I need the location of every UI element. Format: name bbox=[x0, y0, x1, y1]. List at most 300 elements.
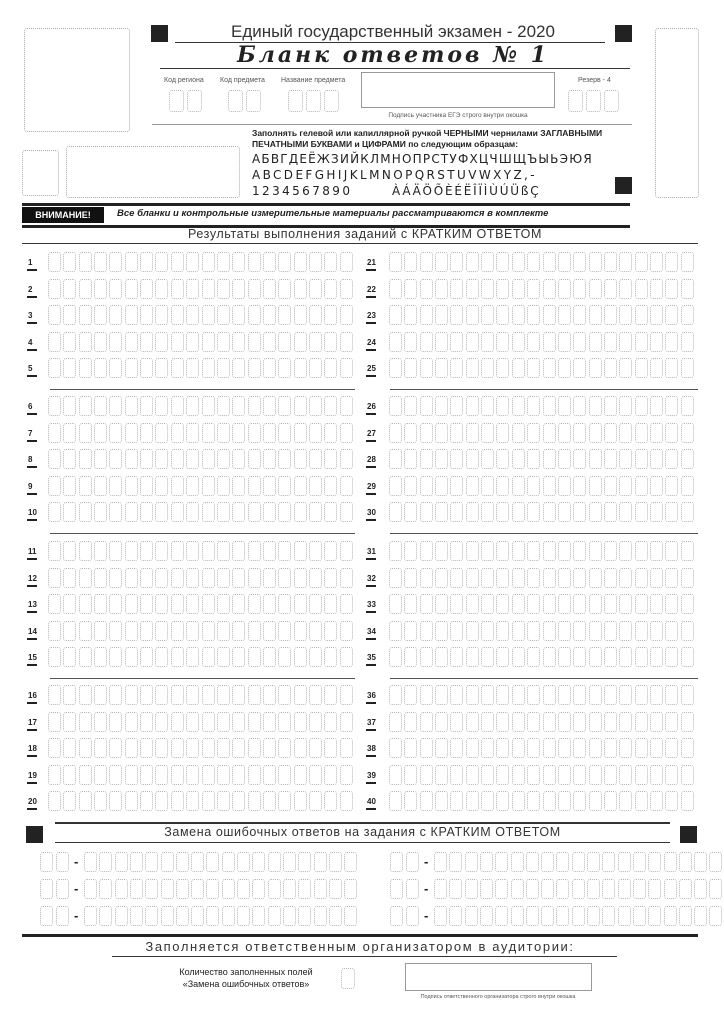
answer-cell[interactable] bbox=[155, 396, 168, 416]
answer-cell[interactable] bbox=[171, 502, 184, 522]
replacement-answer-cell[interactable] bbox=[237, 906, 250, 926]
answer-cell[interactable] bbox=[665, 449, 678, 469]
answer-cell[interactable] bbox=[248, 358, 261, 378]
replacement-answer-cell[interactable] bbox=[618, 852, 631, 872]
answer-cell[interactable] bbox=[573, 449, 586, 469]
answer-cell[interactable] bbox=[186, 423, 199, 443]
answer-cell[interactable] bbox=[340, 541, 353, 561]
answer-cell[interactable] bbox=[324, 358, 337, 378]
answer-cell[interactable] bbox=[404, 476, 417, 496]
answer-cell[interactable] bbox=[109, 738, 122, 758]
answer-cell[interactable] bbox=[681, 621, 694, 641]
answer-cell[interactable] bbox=[278, 791, 291, 811]
answer-cell[interactable] bbox=[79, 279, 92, 299]
answer-cell[interactable] bbox=[309, 449, 322, 469]
answer-cell[interactable] bbox=[558, 685, 571, 705]
replacement-answer-cell[interactable] bbox=[344, 852, 357, 872]
answer-cell[interactable] bbox=[635, 279, 648, 299]
answer-cell[interactable] bbox=[450, 476, 463, 496]
answer-cell[interactable] bbox=[294, 358, 307, 378]
answer-cell[interactable] bbox=[309, 568, 322, 588]
answer-cell[interactable] bbox=[309, 791, 322, 811]
answer-cell[interactable] bbox=[404, 358, 417, 378]
answer-cell[interactable] bbox=[263, 332, 276, 352]
answer-cell[interactable] bbox=[125, 449, 138, 469]
answer-cell[interactable] bbox=[324, 502, 337, 522]
answer-cell[interactable] bbox=[217, 685, 230, 705]
answer-cell[interactable] bbox=[171, 594, 184, 614]
answer-cell[interactable] bbox=[665, 712, 678, 732]
answer-cell[interactable] bbox=[450, 252, 463, 272]
answer-cell[interactable] bbox=[420, 647, 433, 667]
answer-cell[interactable] bbox=[435, 738, 448, 758]
replacement-answer-cell[interactable] bbox=[709, 852, 722, 872]
answer-cell[interactable] bbox=[94, 396, 107, 416]
replacement-answer-cell[interactable] bbox=[252, 906, 265, 926]
answer-cell[interactable] bbox=[309, 252, 322, 272]
answer-cell[interactable] bbox=[435, 279, 448, 299]
answer-cell[interactable] bbox=[324, 647, 337, 667]
answer-cell[interactable] bbox=[263, 738, 276, 758]
subject-name-cell[interactable] bbox=[288, 90, 303, 112]
answer-cell[interactable] bbox=[435, 594, 448, 614]
answer-cell[interactable] bbox=[589, 305, 602, 325]
answer-cell[interactable] bbox=[558, 279, 571, 299]
replacement-answer-cell[interactable] bbox=[283, 906, 296, 926]
replacement-answer-cell[interactable] bbox=[329, 906, 342, 926]
answer-cell[interactable] bbox=[527, 332, 540, 352]
answer-cell[interactable] bbox=[232, 279, 245, 299]
answer-cell[interactable] bbox=[481, 449, 494, 469]
answer-cell[interactable] bbox=[202, 332, 215, 352]
answer-cell[interactable] bbox=[278, 712, 291, 732]
answer-cell[interactable] bbox=[420, 541, 433, 561]
replacement-answer-cell[interactable] bbox=[434, 879, 447, 899]
answer-cell[interactable] bbox=[604, 791, 617, 811]
answer-cell[interactable] bbox=[171, 791, 184, 811]
answer-cell[interactable] bbox=[63, 541, 76, 561]
answer-cell[interactable] bbox=[420, 712, 433, 732]
replacement-task-number-cell[interactable] bbox=[406, 852, 419, 872]
answer-cell[interactable] bbox=[665, 791, 678, 811]
answer-cell[interactable] bbox=[79, 252, 92, 272]
answer-cell[interactable] bbox=[48, 332, 61, 352]
answer-cell[interactable] bbox=[217, 305, 230, 325]
answer-cell[interactable] bbox=[217, 738, 230, 758]
answer-cell[interactable] bbox=[294, 332, 307, 352]
answer-cell[interactable] bbox=[278, 685, 291, 705]
replacement-answer-cell[interactable] bbox=[602, 879, 615, 899]
answer-cell[interactable] bbox=[63, 396, 76, 416]
answer-cell[interactable] bbox=[450, 502, 463, 522]
answer-cell[interactable] bbox=[248, 423, 261, 443]
answer-cell[interactable] bbox=[79, 621, 92, 641]
answer-cell[interactable] bbox=[573, 568, 586, 588]
answer-cell[interactable] bbox=[324, 305, 337, 325]
answer-cell[interactable] bbox=[294, 791, 307, 811]
replacement-answer-cell[interactable] bbox=[329, 879, 342, 899]
replacement-answer-cell[interactable] bbox=[495, 906, 508, 926]
answer-cell[interactable] bbox=[171, 738, 184, 758]
replacement-answer-cell[interactable] bbox=[434, 906, 447, 926]
replacement-task-number-cell[interactable] bbox=[390, 852, 403, 872]
answer-cell[interactable] bbox=[324, 594, 337, 614]
answer-cell[interactable] bbox=[681, 252, 694, 272]
answer-cell[interactable] bbox=[125, 423, 138, 443]
answer-cell[interactable] bbox=[496, 738, 509, 758]
replacement-answer-cell[interactable] bbox=[329, 852, 342, 872]
answer-cell[interactable] bbox=[435, 332, 448, 352]
replacement-answer-cell[interactable] bbox=[572, 906, 585, 926]
answer-cell[interactable] bbox=[125, 791, 138, 811]
answer-cell[interactable] bbox=[94, 738, 107, 758]
answer-cell[interactable] bbox=[278, 541, 291, 561]
answer-cell[interactable] bbox=[543, 449, 556, 469]
answer-cell[interactable] bbox=[155, 305, 168, 325]
answer-cell[interactable] bbox=[125, 396, 138, 416]
replacement-answer-cell[interactable] bbox=[344, 879, 357, 899]
answer-cell[interactable] bbox=[278, 738, 291, 758]
answer-cell[interactable] bbox=[278, 252, 291, 272]
answer-cell[interactable] bbox=[466, 396, 479, 416]
answer-cell[interactable] bbox=[232, 476, 245, 496]
answer-cell[interactable] bbox=[681, 647, 694, 667]
answer-cell[interactable] bbox=[681, 738, 694, 758]
answer-cell[interactable] bbox=[496, 332, 509, 352]
answer-cell[interactable] bbox=[340, 332, 353, 352]
answer-cell[interactable] bbox=[558, 568, 571, 588]
answer-cell[interactable] bbox=[496, 621, 509, 641]
answer-cell[interactable] bbox=[404, 332, 417, 352]
answer-cell[interactable] bbox=[155, 476, 168, 496]
answer-cell[interactable] bbox=[278, 449, 291, 469]
answer-cell[interactable] bbox=[558, 647, 571, 667]
answer-cell[interactable] bbox=[404, 621, 417, 641]
answer-cell[interactable] bbox=[63, 423, 76, 443]
answer-cell[interactable] bbox=[155, 332, 168, 352]
replacement-answer-cell[interactable] bbox=[465, 906, 478, 926]
answer-cell[interactable] bbox=[681, 765, 694, 785]
answer-cell[interactable] bbox=[527, 647, 540, 667]
answer-cell[interactable] bbox=[94, 712, 107, 732]
replacement-answer-cell[interactable] bbox=[99, 852, 112, 872]
answer-cell[interactable] bbox=[248, 712, 261, 732]
replacement-answer-cell[interactable] bbox=[572, 852, 585, 872]
answer-cell[interactable] bbox=[681, 396, 694, 416]
answer-cell[interactable] bbox=[171, 396, 184, 416]
replacement-answer-cell[interactable] bbox=[449, 906, 462, 926]
answer-cell[interactable] bbox=[527, 594, 540, 614]
replacement-answer-cell[interactable] bbox=[298, 852, 311, 872]
answer-cell[interactable] bbox=[171, 712, 184, 732]
answer-cell[interactable] bbox=[294, 685, 307, 705]
answer-cell[interactable] bbox=[202, 279, 215, 299]
answer-cell[interactable] bbox=[466, 502, 479, 522]
answer-cell[interactable] bbox=[420, 685, 433, 705]
answer-cell[interactable] bbox=[109, 685, 122, 705]
answer-cell[interactable] bbox=[94, 279, 107, 299]
answer-cell[interactable] bbox=[294, 279, 307, 299]
answer-cell[interactable] bbox=[481, 568, 494, 588]
replacement-answer-cell[interactable] bbox=[511, 879, 524, 899]
answer-cell[interactable] bbox=[389, 449, 402, 469]
answer-cell[interactable] bbox=[294, 305, 307, 325]
replacement-answer-cell[interactable] bbox=[314, 906, 327, 926]
answer-cell[interactable] bbox=[619, 279, 632, 299]
answer-cell[interactable] bbox=[558, 305, 571, 325]
answer-cell[interactable] bbox=[512, 396, 525, 416]
answer-cell[interactable] bbox=[324, 791, 337, 811]
answer-cell[interactable] bbox=[202, 738, 215, 758]
answer-cell[interactable] bbox=[340, 449, 353, 469]
answer-cell[interactable] bbox=[604, 541, 617, 561]
answer-cell[interactable] bbox=[324, 449, 337, 469]
answer-cell[interactable] bbox=[420, 791, 433, 811]
replacement-task-number-cell[interactable] bbox=[390, 906, 403, 926]
answer-cell[interactable] bbox=[278, 568, 291, 588]
answer-cell[interactable] bbox=[558, 791, 571, 811]
replacement-answer-cell[interactable] bbox=[465, 879, 478, 899]
answer-cell[interactable] bbox=[278, 647, 291, 667]
answer-cell[interactable] bbox=[263, 305, 276, 325]
answer-cell[interactable] bbox=[604, 396, 617, 416]
answer-cell[interactable] bbox=[589, 621, 602, 641]
answer-cell[interactable] bbox=[125, 358, 138, 378]
reserve-cell[interactable] bbox=[568, 90, 583, 112]
answer-cell[interactable] bbox=[340, 738, 353, 758]
answer-cell[interactable] bbox=[512, 765, 525, 785]
answer-cell[interactable] bbox=[450, 449, 463, 469]
answer-cell[interactable] bbox=[404, 791, 417, 811]
answer-cell[interactable] bbox=[324, 396, 337, 416]
answer-cell[interactable] bbox=[543, 541, 556, 561]
answer-cell[interactable] bbox=[294, 476, 307, 496]
answer-cell[interactable] bbox=[450, 738, 463, 758]
replacement-answer-cell[interactable] bbox=[283, 879, 296, 899]
answer-cell[interactable] bbox=[186, 358, 199, 378]
answer-cell[interactable] bbox=[155, 712, 168, 732]
answer-cell[interactable] bbox=[404, 712, 417, 732]
replacement-task-number-cell[interactable] bbox=[40, 906, 53, 926]
answer-cell[interactable] bbox=[573, 476, 586, 496]
answer-cell[interactable] bbox=[202, 594, 215, 614]
replacement-answer-cell[interactable] bbox=[237, 852, 250, 872]
answer-cell[interactable] bbox=[558, 332, 571, 352]
answer-cell[interactable] bbox=[217, 765, 230, 785]
answer-cell[interactable] bbox=[217, 541, 230, 561]
answer-cell[interactable] bbox=[140, 621, 153, 641]
answer-cell[interactable] bbox=[512, 594, 525, 614]
answer-cell[interactable] bbox=[650, 738, 663, 758]
answer-cell[interactable] bbox=[125, 279, 138, 299]
answer-cell[interactable] bbox=[263, 541, 276, 561]
replacement-answer-cell[interactable] bbox=[191, 906, 204, 926]
answer-cell[interactable] bbox=[63, 476, 76, 496]
answer-cell[interactable] bbox=[309, 685, 322, 705]
answer-cell[interactable] bbox=[217, 621, 230, 641]
answer-cell[interactable] bbox=[573, 594, 586, 614]
replacement-answer-cell[interactable] bbox=[526, 906, 539, 926]
answer-cell[interactable] bbox=[309, 396, 322, 416]
answer-cell[interactable] bbox=[512, 332, 525, 352]
answer-cell[interactable] bbox=[635, 765, 648, 785]
answer-cell[interactable] bbox=[543, 568, 556, 588]
answer-cell[interactable] bbox=[232, 358, 245, 378]
answer-cell[interactable] bbox=[63, 685, 76, 705]
answer-cell[interactable] bbox=[63, 791, 76, 811]
answer-cell[interactable] bbox=[125, 252, 138, 272]
answer-cell[interactable] bbox=[496, 449, 509, 469]
answer-cell[interactable] bbox=[435, 621, 448, 641]
answer-cell[interactable] bbox=[202, 305, 215, 325]
answer-cell[interactable] bbox=[635, 738, 648, 758]
answer-cell[interactable] bbox=[324, 332, 337, 352]
answer-cell[interactable] bbox=[48, 594, 61, 614]
answer-cell[interactable] bbox=[450, 621, 463, 641]
answer-cell[interactable] bbox=[435, 449, 448, 469]
answer-cell[interactable] bbox=[435, 476, 448, 496]
answer-cell[interactable] bbox=[324, 541, 337, 561]
answer-cell[interactable] bbox=[232, 305, 245, 325]
answer-cell[interactable] bbox=[79, 358, 92, 378]
answer-cell[interactable] bbox=[155, 738, 168, 758]
answer-cell[interactable] bbox=[466, 621, 479, 641]
answer-cell[interactable] bbox=[481, 358, 494, 378]
replacement-answer-cell[interactable] bbox=[161, 879, 174, 899]
replacement-answer-cell[interactable] bbox=[694, 852, 707, 872]
answer-cell[interactable] bbox=[466, 647, 479, 667]
answer-cell[interactable] bbox=[309, 305, 322, 325]
answer-cell[interactable] bbox=[309, 423, 322, 443]
answer-cell[interactable] bbox=[340, 252, 353, 272]
replacement-answer-cell[interactable] bbox=[145, 879, 158, 899]
answer-cell[interactable] bbox=[171, 358, 184, 378]
answer-cell[interactable] bbox=[558, 738, 571, 758]
answer-cell[interactable] bbox=[202, 449, 215, 469]
answer-cell[interactable] bbox=[324, 476, 337, 496]
answer-cell[interactable] bbox=[512, 712, 525, 732]
answer-cell[interactable] bbox=[512, 568, 525, 588]
answer-cell[interactable] bbox=[79, 685, 92, 705]
answer-cell[interactable] bbox=[604, 332, 617, 352]
replacement-answer-cell[interactable] bbox=[449, 852, 462, 872]
answer-cell[interactable] bbox=[324, 685, 337, 705]
answer-cell[interactable] bbox=[404, 738, 417, 758]
replacement-answer-cell[interactable] bbox=[572, 879, 585, 899]
answer-cell[interactable] bbox=[527, 685, 540, 705]
answer-cell[interactable] bbox=[79, 423, 92, 443]
answer-cell[interactable] bbox=[309, 594, 322, 614]
replacement-answer-cell[interactable] bbox=[268, 879, 281, 899]
answer-cell[interactable] bbox=[665, 358, 678, 378]
answer-cell[interactable] bbox=[681, 305, 694, 325]
answer-cell[interactable] bbox=[635, 252, 648, 272]
answer-cell[interactable] bbox=[389, 621, 402, 641]
answer-cell[interactable] bbox=[558, 423, 571, 443]
answer-cell[interactable] bbox=[324, 252, 337, 272]
answer-cell[interactable] bbox=[340, 568, 353, 588]
answer-cell[interactable] bbox=[63, 252, 76, 272]
answer-cell[interactable] bbox=[404, 594, 417, 614]
answer-cell[interactable] bbox=[140, 279, 153, 299]
answer-cell[interactable] bbox=[527, 396, 540, 416]
answer-cell[interactable] bbox=[125, 647, 138, 667]
answer-cell[interactable] bbox=[171, 332, 184, 352]
answer-cell[interactable] bbox=[171, 765, 184, 785]
answer-cell[interactable] bbox=[63, 594, 76, 614]
answer-cell[interactable] bbox=[63, 647, 76, 667]
answer-cell[interactable] bbox=[496, 791, 509, 811]
answer-cell[interactable] bbox=[171, 621, 184, 641]
answer-cell[interactable] bbox=[94, 647, 107, 667]
answer-cell[interactable] bbox=[263, 791, 276, 811]
answer-cell[interactable] bbox=[665, 279, 678, 299]
answer-cell[interactable] bbox=[543, 305, 556, 325]
answer-cell[interactable] bbox=[248, 621, 261, 641]
answer-cell[interactable] bbox=[232, 423, 245, 443]
answer-cell[interactable] bbox=[589, 396, 602, 416]
subject-code-cell[interactable] bbox=[228, 90, 243, 112]
answer-cell[interactable] bbox=[665, 685, 678, 705]
answer-cell[interactable] bbox=[589, 647, 602, 667]
answer-cell[interactable] bbox=[420, 396, 433, 416]
replacement-answer-cell[interactable] bbox=[176, 852, 189, 872]
answer-cell[interactable] bbox=[186, 594, 199, 614]
answer-cell[interactable] bbox=[450, 541, 463, 561]
answer-cell[interactable] bbox=[324, 765, 337, 785]
answer-cell[interactable] bbox=[619, 476, 632, 496]
answer-cell[interactable] bbox=[263, 765, 276, 785]
answer-cell[interactable] bbox=[94, 332, 107, 352]
answer-cell[interactable] bbox=[202, 647, 215, 667]
answer-cell[interactable] bbox=[450, 568, 463, 588]
answer-cell[interactable] bbox=[278, 621, 291, 641]
answer-cell[interactable] bbox=[619, 358, 632, 378]
answer-cell[interactable] bbox=[481, 685, 494, 705]
answer-cell[interactable] bbox=[496, 476, 509, 496]
answer-cell[interactable] bbox=[420, 738, 433, 758]
answer-cell[interactable] bbox=[435, 685, 448, 705]
answer-cell[interactable] bbox=[324, 423, 337, 443]
answer-cell[interactable] bbox=[681, 423, 694, 443]
answer-cell[interactable] bbox=[171, 541, 184, 561]
replacement-answer-cell[interactable] bbox=[283, 852, 296, 872]
answer-cell[interactable] bbox=[232, 502, 245, 522]
answer-cell[interactable] bbox=[248, 396, 261, 416]
answer-cell[interactable] bbox=[681, 476, 694, 496]
answer-cell[interactable] bbox=[278, 423, 291, 443]
answer-cell[interactable] bbox=[619, 568, 632, 588]
answer-cell[interactable] bbox=[466, 358, 479, 378]
answer-cell[interactable] bbox=[263, 252, 276, 272]
answer-cell[interactable] bbox=[543, 396, 556, 416]
answer-cell[interactable] bbox=[543, 279, 556, 299]
region-code-cell[interactable] bbox=[187, 90, 202, 112]
answer-cell[interactable] bbox=[79, 449, 92, 469]
answer-cell[interactable] bbox=[496, 541, 509, 561]
answer-cell[interactable] bbox=[543, 476, 556, 496]
answer-cell[interactable] bbox=[604, 647, 617, 667]
answer-cell[interactable] bbox=[186, 791, 199, 811]
answer-cell[interactable] bbox=[404, 568, 417, 588]
answer-cell[interactable] bbox=[389, 791, 402, 811]
answer-cell[interactable] bbox=[435, 423, 448, 443]
replacement-answer-cell[interactable] bbox=[115, 879, 128, 899]
answer-cell[interactable] bbox=[573, 685, 586, 705]
answer-cell[interactable] bbox=[558, 502, 571, 522]
answer-cell[interactable] bbox=[63, 449, 76, 469]
answer-cell[interactable] bbox=[232, 765, 245, 785]
